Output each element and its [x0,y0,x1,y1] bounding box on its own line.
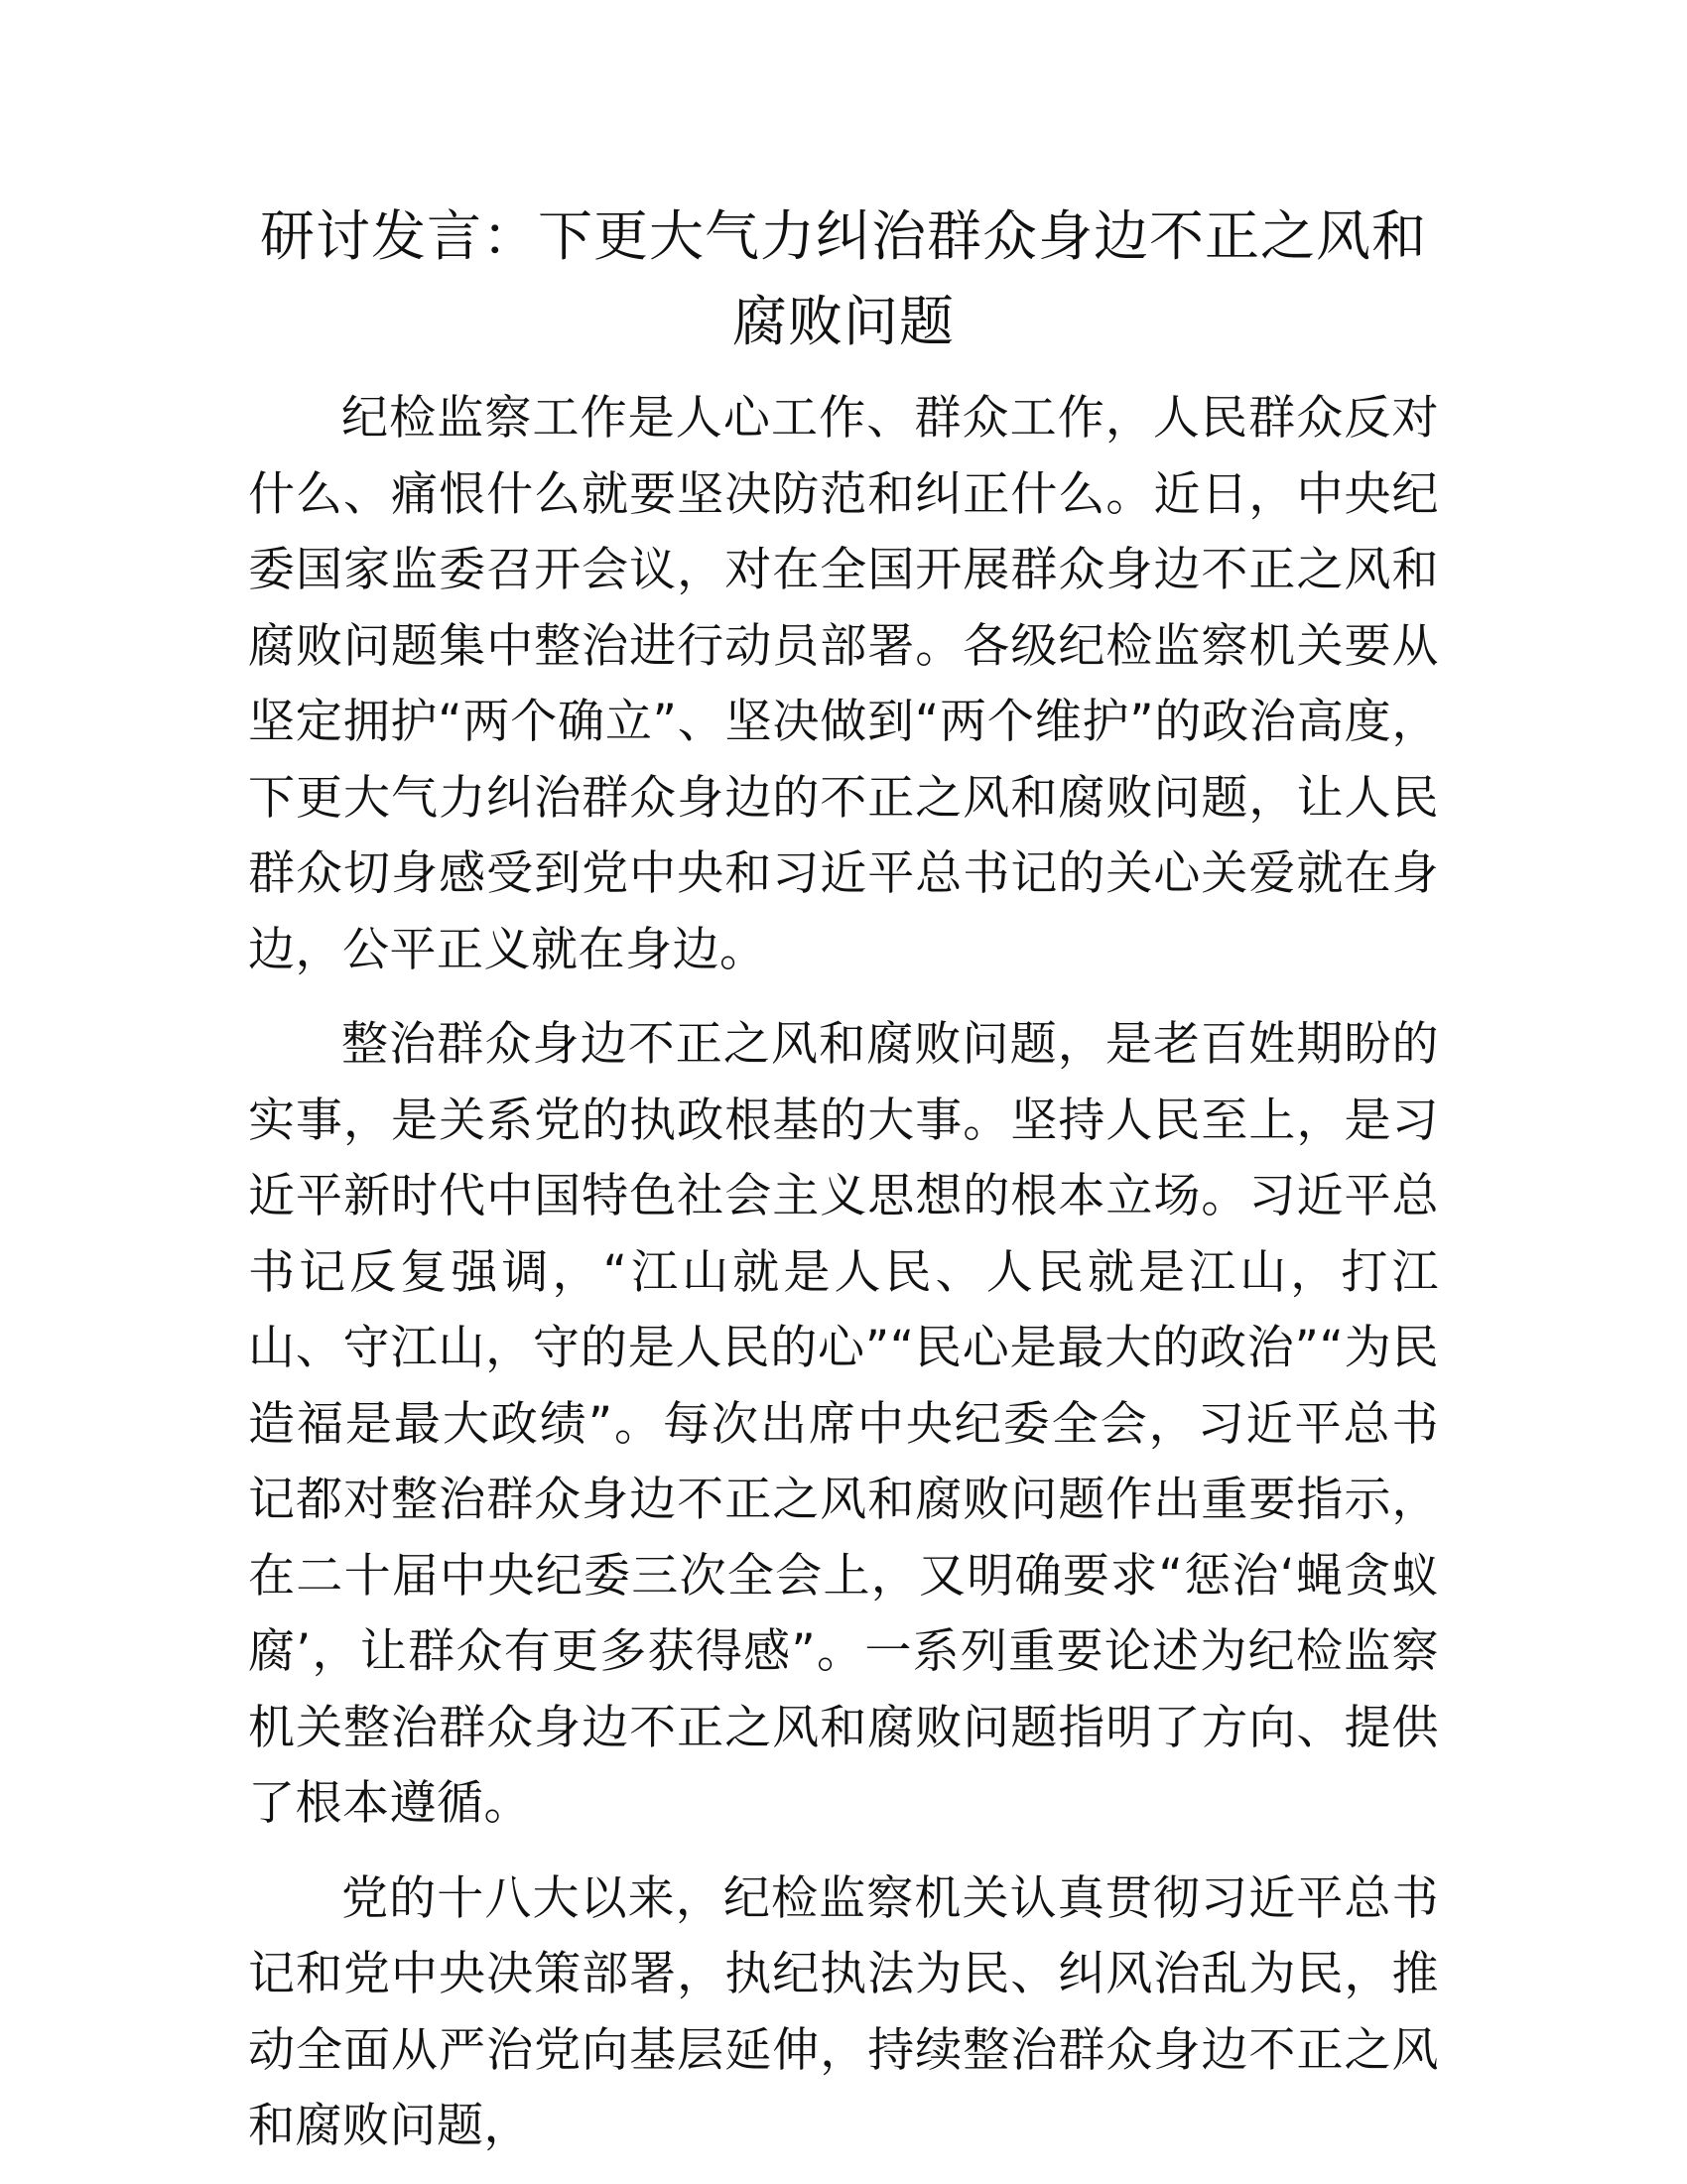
document-title: 研讨发言：下更大气力纠治群众身边不正之风和腐败问题 [259,204,1427,353]
paragraph-3: 党的十八大以来，纪检监察机关认真贯彻习近平总书记和党中央决策部署，执纪执法为民、纠风治乱为民，推动全面从严治党向基层延伸，持续整治群众身边不正之风和腐败问题， [248,1870,1439,2153]
paragraph-1: 纪检监察工作是人心工作、群众工作，人民群众反对什么、痛恨什么就要坚决防范和纠正什么。近日，中央纪委国家监委召开会议，对在全国开展群众身边不正之风和腐败问题集中整治进行动员部署。各级纪检监察机关要从坚定拥护“两个确立”、坚决做到“两个维护”的政治高度，下更大气力纠治群众身边的不正之风和腐败问题，让人民群众切身感受到党中央和习近平总书记的关心关爱就在身边，公平正义就在身边。 [248,391,1439,977]
paragraph-2: 整治群众身边不正之风和腐败问题，是老百姓期盼的实事，是关系党的执政根基的大事。坚持人民至上，是习近平新时代中国特色社会主义思想的根本立场。习近平总书记反复强调，“江山就是人民、人民就是江山，打江山、守江山，守的是人民的心”“民心是最大的政治”“为民造福是最大政绩”。每次出席中央纪委全会，习近平总书记都对整治群众身边不正之风和腐败问题作出重要指示，在二十届中央纪委三次全会上，又明确要求“惩治‘蝇贪蚁腐’，让群众有更多获得感”。一系列重要论述为纪检监察机关整治群众身边不正之风和腐败问题指明了方向、提供了根本遵循。 [248,1017,1439,1831]
document-body [248,381,1439,2184]
